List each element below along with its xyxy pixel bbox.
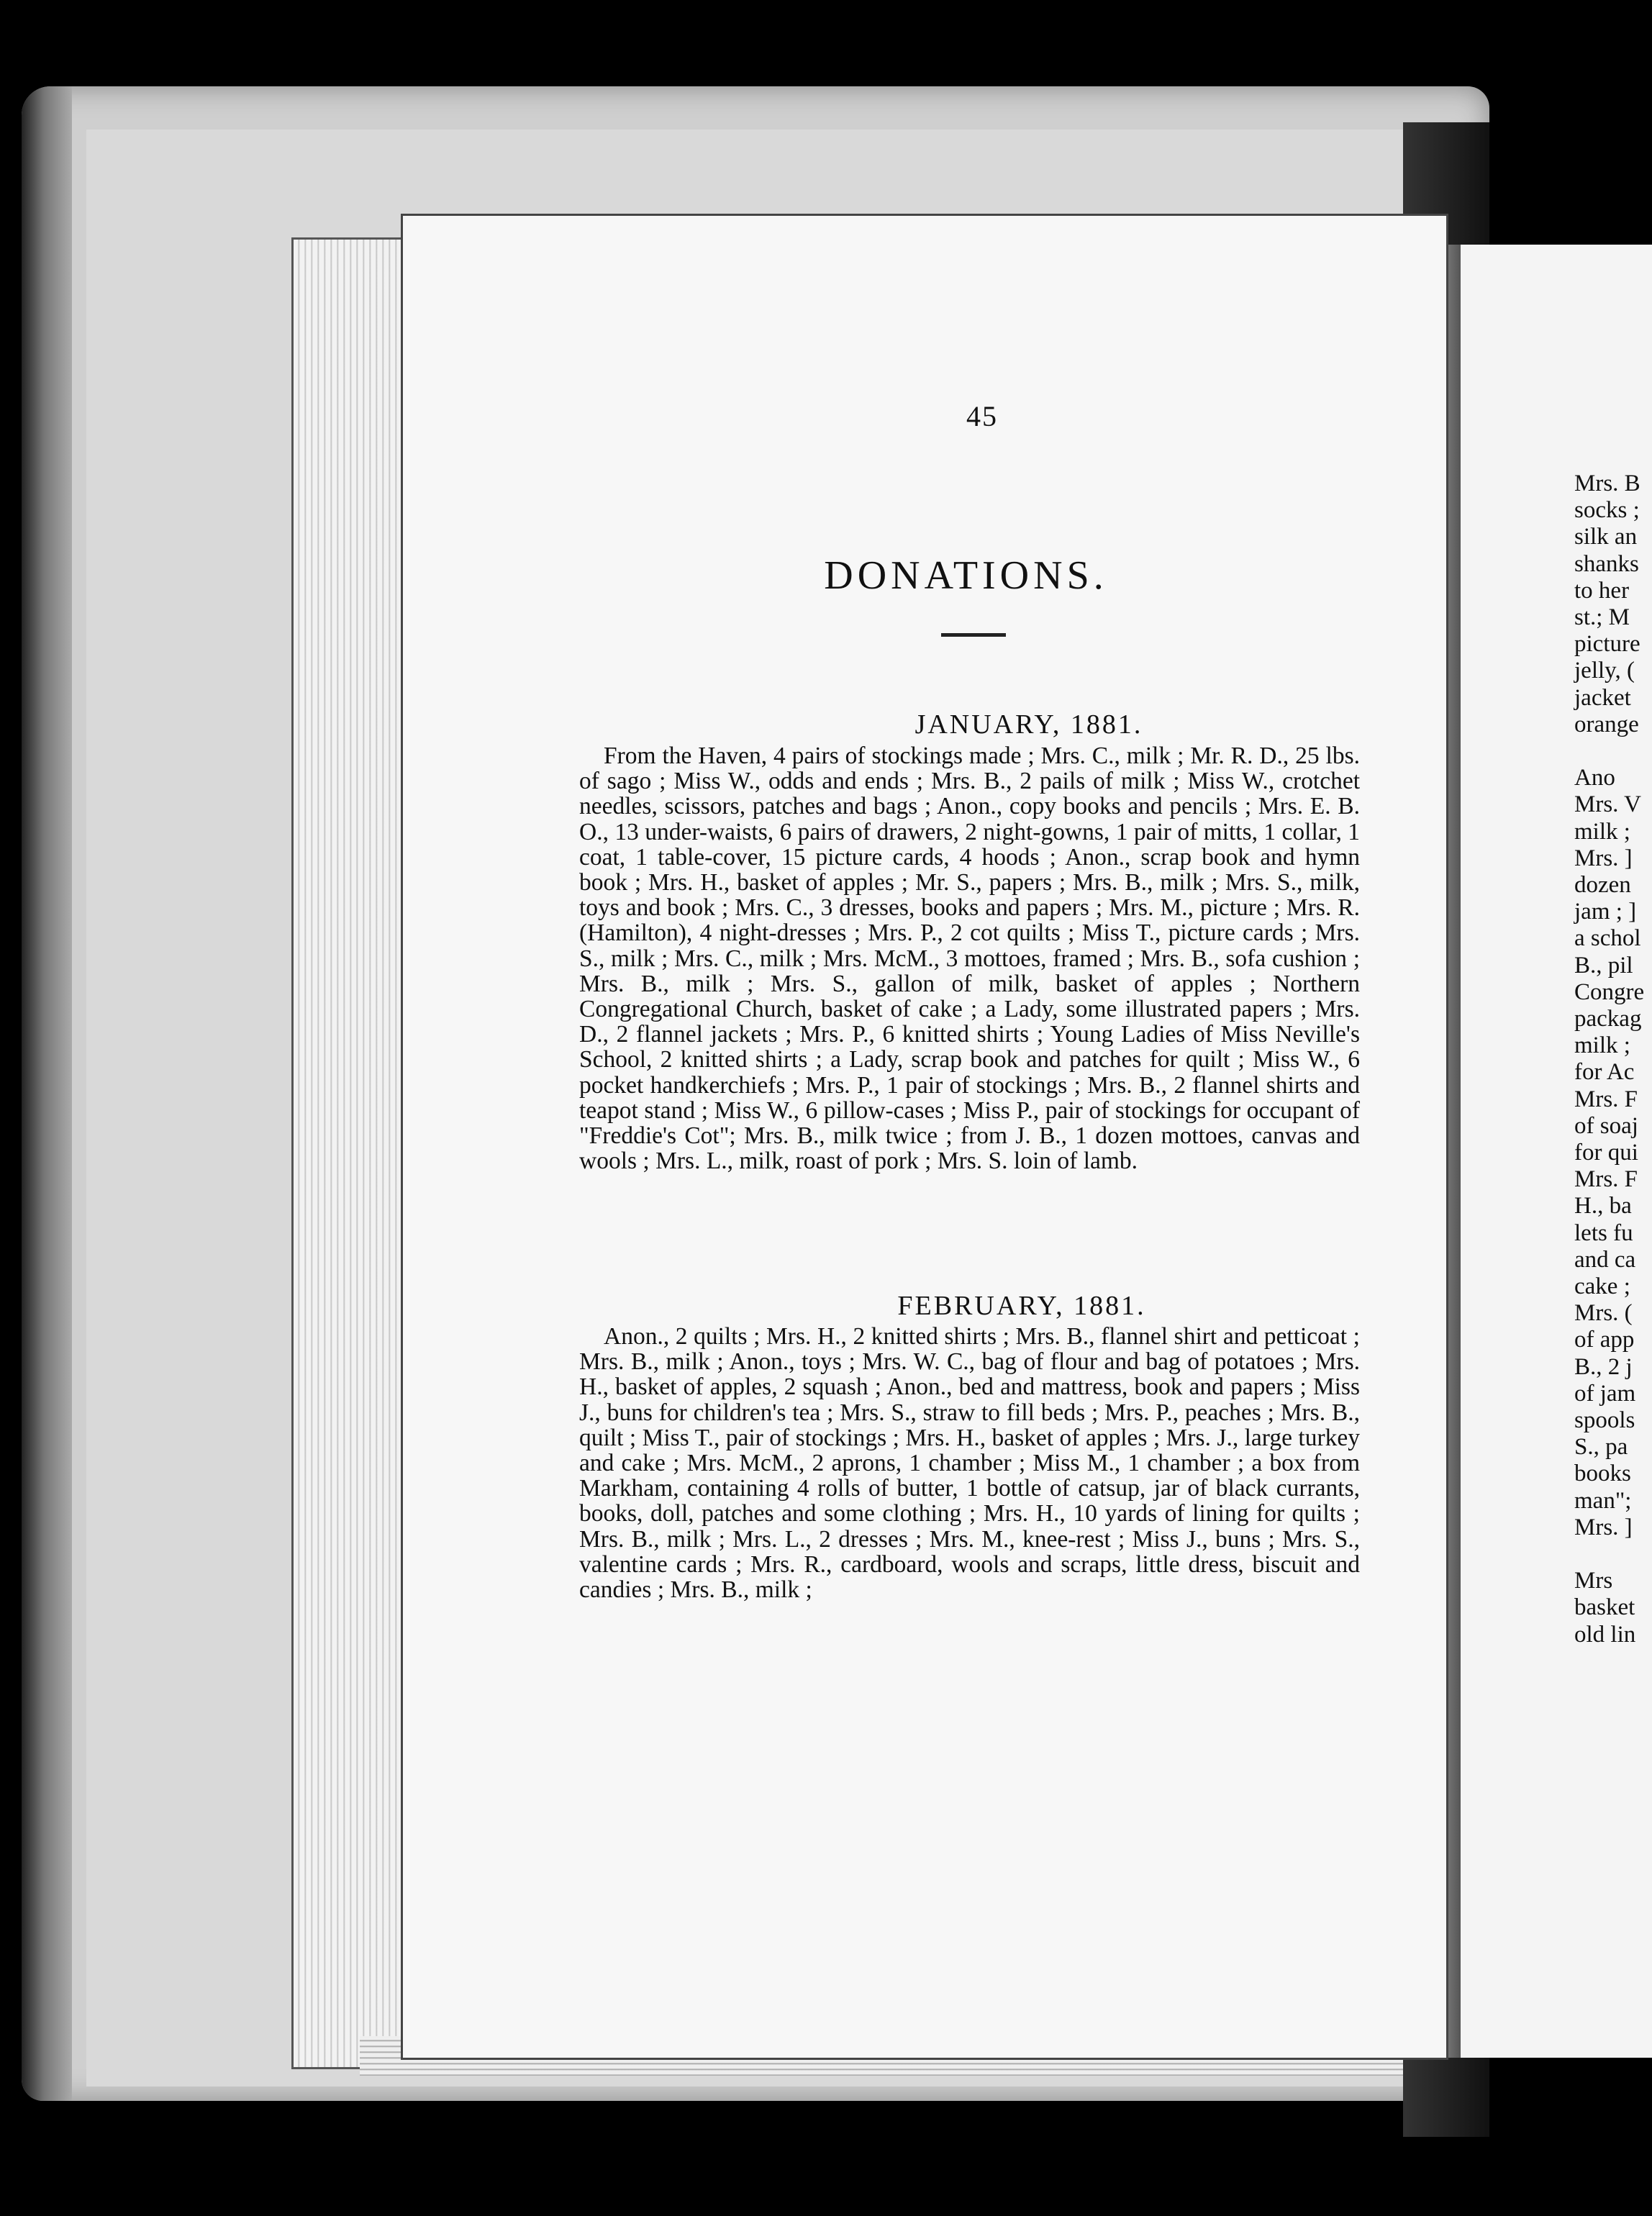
facing-page-line: jacket (1574, 684, 1631, 711)
facing-page-line: and ca (1574, 1246, 1636, 1273)
facing-page-line: orange (1574, 711, 1639, 737)
facing-page-line: picture (1574, 631, 1640, 658)
facing-page-line: Mrs (1574, 1568, 1613, 1594)
facing-page-line: a schol (1574, 925, 1641, 952)
facing-page-line: Mrs. ] (1574, 1514, 1633, 1540)
facing-page-line: for Ac (1574, 1059, 1635, 1086)
facing-page-line: basket (1574, 1594, 1635, 1621)
facing-page-line: dozen (1574, 872, 1631, 898)
page-title: DONATIONS. (824, 553, 1108, 598)
facing-page-line: man"; (1574, 1487, 1632, 1514)
facing-page-line: H., ba (1574, 1193, 1632, 1220)
facing-page-line: silk an (1574, 524, 1638, 550)
facing-page-line: Mrs. F (1574, 1086, 1638, 1112)
facing-page-line: spools (1574, 1407, 1635, 1433)
facing-page-line: Mrs. ] (1574, 845, 1633, 871)
facing-page-line: jelly, ( (1574, 658, 1635, 684)
facing-page-line: lets fu (1574, 1220, 1633, 1246)
facing-page-line: milk ; (1574, 818, 1630, 845)
facing-page-line: Congre (1574, 978, 1645, 1005)
facing-page-line: socks ; (1574, 497, 1640, 524)
facing-page-line: Mrs. B (1574, 471, 1640, 496)
facing-page-line: Mrs. F (1574, 1166, 1638, 1193)
facing-page-line: Mrs. V (1574, 791, 1641, 818)
book-spine (22, 86, 72, 2101)
facing-page-line: B., pil (1574, 952, 1633, 978)
facing-page-line: shanks (1574, 550, 1639, 577)
facing-page-line: packag (1574, 1006, 1642, 1032)
page-number: 45 (966, 400, 998, 432)
facing-page-line: B., 2 j (1574, 1353, 1633, 1380)
facing-page-line: for qui (1574, 1140, 1638, 1166)
facing-page-line: old lin (1574, 1621, 1636, 1648)
facing-page-line: cake ; (1574, 1273, 1630, 1299)
facing-page-line: of app (1574, 1327, 1635, 1353)
facing-page-line: of soaj (1574, 1112, 1638, 1139)
section-text-february: Anon., 2 quilts ; Mrs. H., 2 knitted shirts ; Mrs. B., flannel shirt and petticoat ; Mrs. B., milk ; Anon., toys ; Mrs. W. C., bag of flour and bag of potatoes ; Mrs. H., basket of apples, 2 squash ; Anon., bed and mattress, book and papers ; Miss J., buns for children's tea ; Mrs. S., straw to fill beds ; Mrs. P., peaches ; Mrs. B., quilt ; Miss T., pair of stockings ; Mrs. H., basket of apples ; Mrs. J., large turkey and cake ; Mrs. McM., 2 aprons, 1 chamber ; Miss M., 1 chamber ; a box from Markham, containing 4 rolls of butter, 1 bottle of catsup, jar of black currants, books, doll, patches and some clothing ; Mrs. H., 10 yards of lining for quilts ; Mrs. B., milk ; Mrs. L., 2 dresses ; Mrs. M., knee-rest ; Miss J., buns ; Mrs. S., valentine cards ; Mrs. R., cardboard, wools and scraps, little dress, biscuit and candies ; Mrs. B., milk ; (579, 1323, 1360, 1604)
facing-page-line: milk ; (1574, 1032, 1630, 1059)
section-text-january: From the Haven, 4 pairs of stockings made ; Mrs. C., milk ; Mr. R. D., 25 lbs. of sago ; Miss W., odds and ends ; Mrs. B., 2 pails of milk ; Miss W., crotchet needles, scissors, patches and bags ; Anon., copy books and pencils ; Mrs. E. B. O., 13 under-waists, 6 pairs of drawers, 2 night-gowns, 1 pair of mitts, 1 collar, 1 coat, 1 table-cover, 15 picture cards, 4 hoods ; Anon., scrap book and hymn book ; Mrs. H., basket of apples ; Mr. S., papers ; Mrs. B., milk ; Mrs. S., milk, toys and book ; Mrs. C., 3 dresses, books and papers ; Mrs. M., picture ; Mrs. R. (Hamilton), 4 night-dresses ; Mrs. P., 2 cot quilts ; Miss T., picture cards ; Mrs. S., milk ; Mrs. C., milk ; Mrs. McM., 3 mottoes, framed ; Mrs. B., sofa cushion ; Mrs. B., milk ; Mrs. S., gallon of milk, basket of apples ; Northern Congregational Church, basket of cake ; a Lady, some illustrated papers ; Mrs. D., 2 flannel jackets ; Mrs. P., 6 knitted shirts ; Young Ladies of Miss Neville's School, 2 knitted shirts ; a Lady, scrap book and patches for quilt ; Miss W., 6 pocket handkerchiefs ; Mrs. P., 1 pair of stockings ; Mrs. B., 2 flannel shirts and teapot stand ; Miss W., 6 pillow-cases ; Miss P., pair of stockings for occupant of "Freddie's Cot"; Mrs. B., milk twice ; from J. B., 1 dozen mottoes, canvas and wools ; Mrs. L., milk, roast of pork ; Mrs. S. loin of lamb. (579, 743, 1360, 1175)
facing-page-line: of jam (1574, 1380, 1636, 1407)
section-heading-january: JANUARY, 1881. (914, 709, 1143, 740)
title-rule (941, 633, 1006, 637)
section-heading-february: FEBRUARY, 1881. (897, 1291, 1146, 1321)
facing-page-line: Ano (1574, 765, 1615, 791)
facing-page-line: books (1574, 1461, 1631, 1487)
facing-page-line: st.; M (1574, 604, 1630, 630)
facing-page-line: Mrs. ( (1574, 1300, 1633, 1327)
facing-page-line: jam ; ] (1574, 899, 1637, 925)
facing-page-line: to her (1574, 577, 1630, 604)
facing-page-line: S., pa (1574, 1434, 1628, 1461)
